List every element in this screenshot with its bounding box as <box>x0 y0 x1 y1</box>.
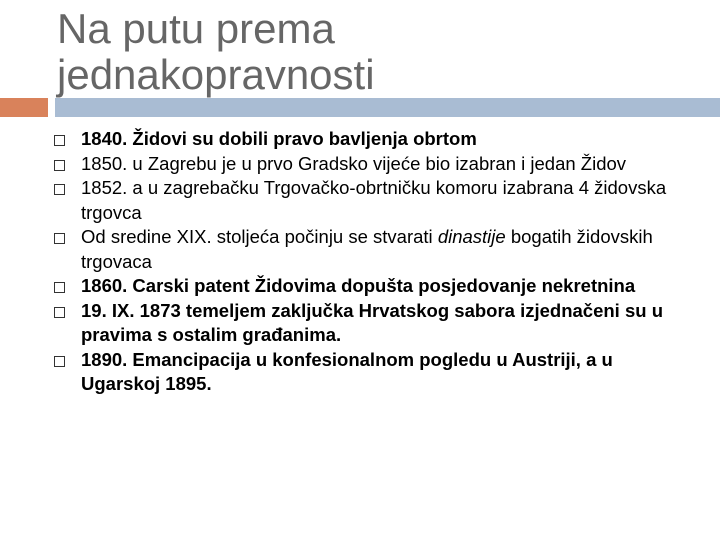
accent-bar-orange <box>0 98 48 117</box>
bullet-list <box>54 127 694 397</box>
square-bullet-icon <box>54 184 65 195</box>
list-item <box>54 152 694 177</box>
list-item-text: 1850. u Zagrebu je u prvo Gradsko vijeće bio izabran i jedan Židov <box>81 152 627 174</box>
square-bullet-icon <box>54 160 65 171</box>
list-item <box>54 299 694 348</box>
list-item-text: 1890. Emancipacija u konfesionalnom pogledu u Austriji, a u Ugarskoj 1895. <box>81 348 613 394</box>
slide-title <box>57 6 697 98</box>
square-bullet-icon <box>54 356 65 367</box>
square-bullet-icon <box>54 233 65 244</box>
list-item-text-after: bogatih židovskih trgovaca <box>81 226 653 272</box>
list-item-text: 1860. Carski patent Židovima dopušta posjedovanje nekretnina <box>81 275 636 296</box>
slide-title-line-1: Na putu prema <box>57 5 335 52</box>
list-item <box>54 348 694 397</box>
list-item <box>54 127 694 152</box>
list-item <box>54 176 694 225</box>
list-item-text <box>81 226 653 272</box>
list-item-text: 19. IX. 1873 temeljem zaključka Hrvatskog sabora izjednačeni su u pravima s ostalim građanima. <box>81 299 663 345</box>
list-item-text-before: Od sredine XIX. stoljeća počinju se stvarati <box>81 226 438 247</box>
list-item-text-italic: dinastije <box>437 226 506 247</box>
square-bullet-icon <box>54 135 65 146</box>
list-item <box>54 274 694 299</box>
square-bullet-icon <box>54 307 65 318</box>
list-item-text: 1852. a u zagrebačku Trgovačko-obrtničku komoru izabrana 4 židovska trgovca <box>81 177 667 223</box>
list-item-text: 1840. Židovi su dobili pravo bavljenja obrtom <box>81 128 477 149</box>
square-bullet-icon <box>54 282 65 293</box>
accent-bar-blue <box>55 98 720 117</box>
slide-title-line-2: jednakopravnosti <box>57 51 375 98</box>
list-item <box>54 225 694 274</box>
